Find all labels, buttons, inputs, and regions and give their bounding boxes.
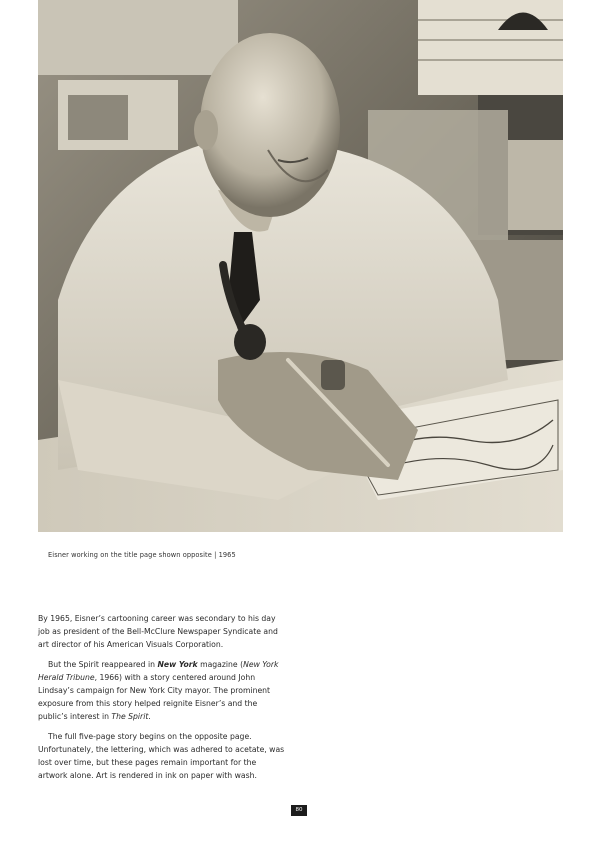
photograph bbox=[38, 0, 563, 532]
paragraph-1: By 1965, Eisner’s cartooning career was secondary to his day job as president of the Bell-McClure Newspaper Syndicate and art director of his American Visuals Corporation. bbox=[38, 614, 278, 650]
paragraph-2-part-c: , 1966) with a story centered around John Lindsay’s campaign for New York City mayor. The prominent exposure from this story helped reignite Eisner’s and the public’s interest in bbox=[38, 672, 271, 722]
paragraph-2-part-b: magazine ( bbox=[197, 659, 244, 669]
photograph-icon bbox=[38, 0, 563, 532]
paragraph-2-part-d: . bbox=[148, 712, 151, 722]
comic-title: The Spirit bbox=[111, 712, 149, 722]
photo-caption: Eisner working on the title page shown opposite | 1965 bbox=[48, 551, 236, 559]
paragraph-2-part-a: But the Spirit reappeared in bbox=[48, 659, 158, 669]
newspaper-name: New York Herald Tribune bbox=[38, 659, 279, 682]
page-number: 80 bbox=[291, 805, 307, 816]
article-body bbox=[38, 612, 288, 788]
magazine-name: New York bbox=[157, 659, 198, 669]
paragraph-3: The full five-page story begins on the opposite page. Unfortunately, the lettering, which was adhered to acetate, was lost over time, but these pages remain important for the artwork alone. Art is rendered in ink on paper with wash. bbox=[38, 731, 285, 781]
paragraph-2 bbox=[38, 658, 288, 724]
